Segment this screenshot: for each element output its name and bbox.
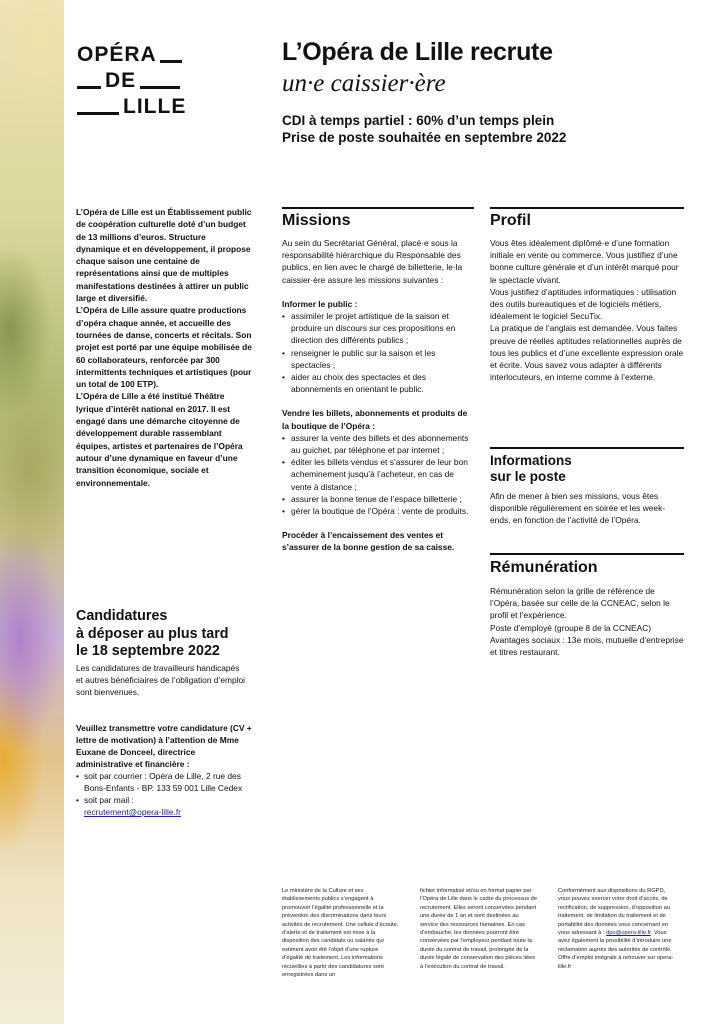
start-date: Prise de poste souhaitée en septembre 2022 bbox=[282, 130, 567, 145]
missions-closing: Procéder à l’encaissement des ventes et s’assurer de la bonne gestion de sa caisse. bbox=[282, 530, 455, 553]
sell-heading: Vendre les billets, abonnements et produits de la boutique de l’Opéra : bbox=[282, 408, 468, 431]
informations-rule bbox=[490, 447, 684, 449]
intro-text bbox=[76, 206, 252, 489]
list-item: • renseigner le public sur la saison et les spectacles ; bbox=[282, 347, 474, 371]
list-item: • aider au choix des spectacles et des abonnements en orientant le public. bbox=[282, 371, 474, 395]
logo-rule bbox=[77, 86, 101, 89]
footer-legal-col2: fichier informatisé et/ou en format papier par l’Opéra de Lille dans le cadre du processus de recrutement. Elles seront conservées pendant une durée de 1 an et sont destinées au service des ressources humaines. En cas d’embauche, les données pourront être conservées par l’employeur pendant toute la durée du contrat de travail, prolongée de la durée légale de conservation des pièces liées à l’exécution du contrat de travail. bbox=[420, 888, 537, 970]
informations-title-line: Informations bbox=[490, 453, 572, 468]
inform-heading: Informer le public : bbox=[282, 298, 358, 309]
candidatures-deadline: le 18 septembre 2022 bbox=[76, 643, 220, 659]
remuneration-body bbox=[490, 585, 684, 658]
informations-title-line: sur le poste bbox=[490, 469, 566, 484]
page-title: L’Opéra de Lille recrute bbox=[282, 38, 553, 66]
informations-title bbox=[490, 453, 572, 485]
intro-paragraph: L’Opéra de Lille assure quatre productions d’opéra chaque année, et accueille des tournées de danse, concerts et récitals. Son projet est porté par une équipe mobilisée de 60 collaborateurs, renforcée par 300 intermittents techniques et artistiques (pour un total de 100 ETP). bbox=[76, 305, 252, 390]
profil-paragraph: Vous justifiez d’aptitudes informatiques : utilisation des outils bureautiques et de logiciels métiers, idéalement le logiciel SecuTix. bbox=[490, 286, 677, 322]
missions-intro: Au sein du Secrétariat Général, placé·e sous la responsabilité hiérarchique du Responsable des publics, en lien avec le chargé de billetterie, le·la caissier·ère assure les missions suivantes : bbox=[282, 238, 463, 285]
profil-title: Profil bbox=[490, 212, 531, 229]
footer-rgpd-text: Conformément aux dispositions du RGPD, vous pouvez exercer votre droit d’accès, de rectification, de suppression, d’opposition au traitement, de limitation du traitement et de portabilité des données vous concernant en vous adressant à : bbox=[558, 888, 670, 937]
candidatures-note: Les candidatures de travailleurs handicapés et autres bénéficiaires de l’obligation d’emploi sont bienvenues. bbox=[76, 663, 245, 697]
list-item: • assurer la vente des billets et des abonnements au guichet, par téléphone et par internet ; bbox=[282, 432, 474, 456]
logo-rule bbox=[140, 86, 180, 89]
candidatures-instructions bbox=[76, 722, 252, 818]
footer-rgpd-rest: . Vous avez également la possibilité d’introduire une réclamation auprès des autorités de contrôle. Offre d’emploi intégrale à retrouver sur opera-lille.fr bbox=[558, 930, 674, 970]
mail-method: • soit par courrier : Opéra de Lille, 2 rue des Bons-Enfants - BP. 133 59 001 Lille Cedex bbox=[76, 770, 252, 794]
remuneration-paragraph: Avantages sociaux : 13e mois, mutuelle d’entreprise et titres restaurant. bbox=[490, 634, 684, 658]
recruitment-email-link[interactable]: recrutement@opera-lille.fr bbox=[84, 807, 181, 817]
informations-text: Afin de mener à bien ses missions, vous êtes disponible régulièrement en soirée et les week-ends, en fonction de l’activité de l’Opéra. bbox=[490, 491, 666, 526]
logo-rule bbox=[160, 60, 182, 63]
remuneration-title: Rémunération bbox=[490, 559, 598, 576]
missions-title: Missions bbox=[282, 212, 351, 229]
list-item: • assimiler le projet artistique de la saison et produire un discours sur ces propositions en direction des différents publics ; bbox=[282, 310, 474, 347]
send-instruction: Veuillez transmettre votre candidature (CV + lettre de motivation) à l’attention de Mme Euxane de Donceel, directrice administrative et financière : bbox=[76, 723, 252, 769]
missions-rule bbox=[282, 207, 474, 209]
logo-word-opera: OPÉRA bbox=[77, 43, 157, 66]
sell-list bbox=[282, 432, 474, 517]
logo-rule bbox=[77, 112, 119, 115]
profil-paragraph: La pratique de l’anglais est demandée. Vous faites preuve de réelles aptitudes relationnelles auprès de tous les publics et d’une excellente expression orale et écrite. Vous savez vous adapter à différents interlocuteurs, en interne comme à l’externe. bbox=[490, 323, 684, 383]
logo-word-lille: LILLE bbox=[123, 95, 187, 118]
profil-rule bbox=[490, 207, 684, 209]
contract-type: CDI à temps partiel : 60% d’un temps plein bbox=[282, 113, 555, 128]
list-item: • assurer la bonne tenue de l’espace billetterie ; bbox=[282, 493, 474, 505]
dpo-email-link[interactable]: dpo@opera-lille.fr bbox=[606, 930, 651, 937]
email-method bbox=[76, 794, 252, 818]
candidatures-heading-line: Candidatures bbox=[76, 608, 168, 624]
footer-legal-col1: Le ministère de la Culture et ses établissements publics s’engagent à promouvoir l’égalité professionnelle et la prévention des discriminations dans leurs activités de recrutement. Une cellule d’écoute, d’alerte et de traitement est mise à la disposition des candidats ou salariés qui estiment avoir été l’objet d’une rupture d’égalité de traitement. Les informations recueillies à partir des candidatures sont enregistrées dans un bbox=[282, 888, 399, 979]
list-item: • éditer les billets vendus et s’assurer de leur bon acheminement jusqu’à l’acheteur, en cas de vente à distance ; bbox=[282, 456, 474, 493]
profil-paragraph: Vous êtes idéalement diplômé·e d’une formation initiale en vente ou commerce. Vous justifiez d’une bonne culture générale et d’un intérêt marqué pour le spectacle vivant. bbox=[490, 238, 679, 285]
intro-paragraph: L’Opéra de Lille a été institué Théâtre lyrique d’intérêt national en 2017. Il est engagé dans une démarche citoyenne de développement durable rassemblant équipes, artistes et partenaires de l’Opéra autour d’une dynamique en faveur d’une transition économique, sociale et environnementale. bbox=[76, 391, 243, 488]
job-title: un·e caissier·ère bbox=[282, 70, 446, 97]
candidatures-heading bbox=[76, 608, 256, 661]
remuneration-rule bbox=[490, 553, 684, 555]
email-label: soit par mail : bbox=[84, 795, 134, 805]
missions-body bbox=[282, 237, 474, 566]
footer-legal-col3 bbox=[558, 887, 676, 971]
opera-de-lille-logo bbox=[77, 42, 197, 120]
inform-list bbox=[282, 310, 474, 395]
contract-info bbox=[282, 112, 566, 146]
candidatures-heading-line: à déposer au plus tard bbox=[76, 625, 229, 642]
profil-body bbox=[490, 237, 684, 383]
remuneration-paragraph: Rémunération selon la grille de référence de l’Opéra, basée sur celle de la CCNEAC, selon le profil et l’expérience. bbox=[490, 586, 670, 621]
send-methods bbox=[76, 770, 252, 818]
remuneration-paragraph: Poste d’employé (groupe 8 de la CCNEAC) bbox=[490, 622, 652, 633]
intro-paragraph: L’Opéra de Lille est un Établissement public de coopération culturelle doté d’un budget de 13 millions d’euros. Structure dynamique et en développement, il propose chaque saison une centaine de représentations ainsi que de multiples manifestations destinées à attirer un public large et diversifié. bbox=[76, 207, 252, 304]
logo-word-de: DE bbox=[105, 69, 137, 92]
side-photo bbox=[0, 0, 64, 1024]
list-item: • gérer la boutique de l’Opéra : vente de produits. bbox=[282, 505, 474, 517]
